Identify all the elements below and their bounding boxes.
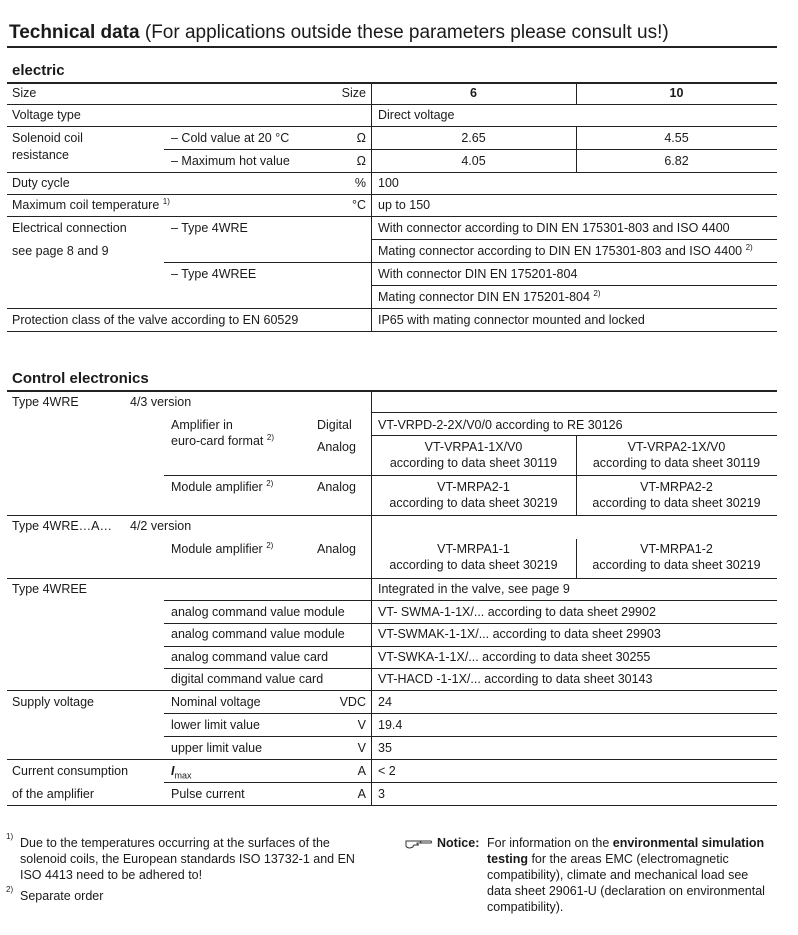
moda-6-line-1: VT-MRPA1-1 bbox=[437, 542, 510, 556]
pulse-value: 3 bbox=[378, 787, 385, 801]
moda-10-line-1: VT-MRPA1-2 bbox=[640, 542, 713, 556]
integrated-value: Integrated in the valve, see page 9 bbox=[378, 582, 570, 596]
amp-footnote: 2) bbox=[266, 432, 275, 442]
nominal-unit: VDC bbox=[339, 695, 366, 709]
module-label-2-text: Module amplifier bbox=[171, 542, 263, 556]
maxtemp-label bbox=[12, 198, 170, 213]
conn-label-2: see page 8 and 9 bbox=[12, 244, 109, 258]
size-label: Size bbox=[12, 86, 37, 100]
conn-4wree-2 bbox=[378, 290, 601, 305]
cmd-row-value: VT- SWMA-1-1X/... according to data sheet 29902 bbox=[378, 605, 656, 619]
module-label bbox=[171, 480, 273, 495]
type-4wre-label: – Type 4WRE bbox=[171, 221, 248, 235]
cold-label: – Cold value at 20 °C bbox=[171, 131, 290, 145]
digital-value: VT-VRPD-2-2X/V0/0 according to RE 30126 bbox=[378, 418, 623, 432]
euro-10-line-1: VT-VRPA2-1X/V0 bbox=[627, 440, 726, 454]
conn-4wre-1: With connector according to DIN EN 175301-803 and ISO 4400 bbox=[378, 221, 730, 235]
mod-6-line-1: VT-MRPA2-1 bbox=[437, 480, 510, 494]
footnote-1: 1) Due to the temperatures occurring at the surfaces of the solenoid coils, the European standards ISO 13732-1 and EN ISO 4413 need to be adhered to! bbox=[6, 835, 366, 883]
imax-unit: A bbox=[357, 764, 366, 778]
nominal-value: 24 bbox=[378, 695, 392, 709]
duty-label: Duty cycle bbox=[12, 176, 70, 190]
upper-unit: V bbox=[357, 741, 366, 755]
imax-value: < 2 bbox=[378, 764, 396, 778]
module-footnote: 2) bbox=[266, 478, 274, 488]
cmd-row-value: VT-SWKA-1-1X/... according to data sheet 30255 bbox=[378, 650, 651, 664]
upper-value: 35 bbox=[378, 741, 392, 755]
duty-value: 100 bbox=[378, 176, 399, 190]
module-label-text: Module amplifier bbox=[171, 480, 263, 494]
euro-10-line-2: according to data sheet 30119 bbox=[592, 456, 761, 470]
module-label-2 bbox=[171, 542, 273, 557]
supply-label: Supply voltage bbox=[12, 695, 95, 709]
notice-text-1: For information on the bbox=[487, 836, 613, 850]
page-title bbox=[9, 22, 669, 44]
conn-4wree-2-text: Mating connector DIN EN 175201-804 bbox=[378, 290, 590, 304]
notice-box bbox=[405, 835, 775, 915]
protection-value: IP65 with mating connector mounted and locked bbox=[378, 313, 645, 327]
title-rest: (For applications outside these parameters please consult us!) bbox=[144, 22, 669, 43]
imax-sub: max bbox=[174, 770, 192, 781]
analog-label-2: Analog bbox=[317, 480, 356, 494]
moda-10-line-2: according to data sheet 30219 bbox=[592, 558, 761, 572]
conn-label-1: Electrical connection bbox=[12, 221, 127, 235]
module-footnote-2: 2) bbox=[266, 540, 274, 550]
hot-unit: Ω bbox=[356, 154, 366, 168]
type-4wree: Type 4WREE bbox=[12, 582, 88, 596]
version-4-2: 4/2 version bbox=[130, 519, 192, 533]
version-4-3: 4/3 version bbox=[130, 395, 192, 409]
amp-label-2 bbox=[171, 434, 274, 449]
coil-label-2: resistance bbox=[12, 148, 69, 162]
size-10: 10 bbox=[669, 86, 684, 100]
amp-label-1: Amplifier in bbox=[171, 418, 233, 432]
mod-6-line-2: according to data sheet 30219 bbox=[389, 496, 558, 510]
mod-10-line-1: VT-MRPA2-2 bbox=[640, 480, 713, 494]
maxtemp-footnote: 1) bbox=[162, 196, 170, 206]
imax-i: I bbox=[171, 764, 175, 778]
type-4wree-label: – Type 4WREE bbox=[171, 267, 257, 281]
footnote-2: 2) Separate order bbox=[6, 888, 366, 904]
hot-10: 6.82 bbox=[664, 154, 689, 168]
notice-bold: environmental simulation testing bbox=[487, 836, 765, 866]
digital-label: Digital bbox=[317, 418, 352, 432]
current-label-1: Current consumption bbox=[12, 764, 129, 778]
size-unit: Size bbox=[341, 86, 366, 100]
lower-label: lower limit value bbox=[171, 718, 260, 732]
maxtemp-unit: °C bbox=[351, 198, 366, 212]
cmd-row-label: analog command value module bbox=[171, 627, 345, 641]
cmd-row-label: analog command value module bbox=[171, 605, 345, 619]
voltage-type-value: Direct voltage bbox=[378, 108, 455, 122]
mod-10-line-2: according to data sheet 30219 bbox=[592, 496, 761, 510]
cmd-row-label: analog command value card bbox=[171, 650, 329, 664]
cmd-row-label: digital command value card bbox=[171, 672, 324, 686]
notice-label: Notice: bbox=[437, 836, 480, 850]
conn-4wre-2 bbox=[378, 244, 753, 259]
lower-unit: V bbox=[357, 718, 366, 732]
title-bold: Technical data bbox=[9, 22, 140, 43]
hot-label: – Maximum hot value bbox=[171, 154, 290, 168]
type-4wre-a: Type 4WRE…A… bbox=[12, 519, 113, 533]
title-rule bbox=[7, 46, 777, 48]
protection-label: Protection class of the valve according to EN 60529 bbox=[12, 313, 299, 327]
size-6: 6 bbox=[470, 86, 477, 100]
type-4wre: Type 4WRE bbox=[12, 395, 79, 409]
notice-text-2: for the areas EMC (electromagnetic compatibility), climate and mechanical load see data sheet 29061-U (declaration on environmental compatibility). bbox=[487, 852, 765, 914]
cold-6: 2.65 bbox=[461, 131, 486, 145]
cold-unit: Ω bbox=[356, 131, 366, 145]
maxtemp-value: up to 150 bbox=[378, 198, 431, 212]
conn-4wre-2-footnote: 2) bbox=[745, 242, 753, 252]
coil-label-1: Solenoid coil bbox=[12, 131, 83, 145]
pulse-unit: A bbox=[357, 787, 366, 801]
footnote-1-text: Due to the temperatures occurring at the surfaces of the solenoid coils, the European standards ISO 13732-1 and EN ISO 4413 need to be adhered to! bbox=[20, 836, 355, 882]
footnote-2-text: Separate order bbox=[20, 889, 104, 903]
imax-symbol bbox=[171, 764, 192, 779]
euro-6-line-1: VT-VRPA1-1X/V0 bbox=[424, 440, 523, 454]
analog-label: Analog bbox=[317, 440, 356, 454]
cmd-row-value: VT-SWMAK-1-1X/... according to data sheet 29903 bbox=[378, 627, 661, 641]
pointing-hand-icon bbox=[405, 835, 433, 851]
electric-heading: electric bbox=[12, 62, 65, 79]
conn-4wre-2-text: Mating connector according to DIN EN 175301-803 and ISO 4400 bbox=[378, 244, 743, 258]
hot-6: 4.05 bbox=[461, 154, 486, 168]
notice-text bbox=[487, 835, 775, 915]
cold-10: 4.55 bbox=[664, 131, 689, 145]
current-label-2: of the amplifier bbox=[12, 787, 94, 801]
nominal-label: Nominal voltage bbox=[171, 695, 261, 709]
maxtemp-text: Maximum coil temperature bbox=[12, 198, 160, 212]
moda-6-line-2: according to data sheet 30219 bbox=[389, 558, 558, 572]
control-heading: Control electronics bbox=[12, 370, 149, 387]
conn-4wree-1: With connector DIN EN 175201-804 bbox=[378, 267, 578, 281]
upper-label: upper limit value bbox=[171, 741, 263, 755]
euro-6-line-2: according to data sheet 30119 bbox=[389, 456, 558, 470]
amp-label-2-text: euro-card format bbox=[171, 434, 264, 448]
pulse-label: Pulse current bbox=[171, 787, 245, 801]
cmd-row-value: VT-HACD -1-1X/... according to data sheet 30143 bbox=[378, 672, 653, 686]
lower-value: 19.4 bbox=[378, 718, 403, 732]
voltage-type-label: Voltage type bbox=[12, 108, 81, 122]
analog-label-3: Analog bbox=[317, 542, 356, 556]
conn-4wree-2-footnote: 2) bbox=[593, 288, 601, 298]
duty-unit: % bbox=[354, 176, 366, 190]
